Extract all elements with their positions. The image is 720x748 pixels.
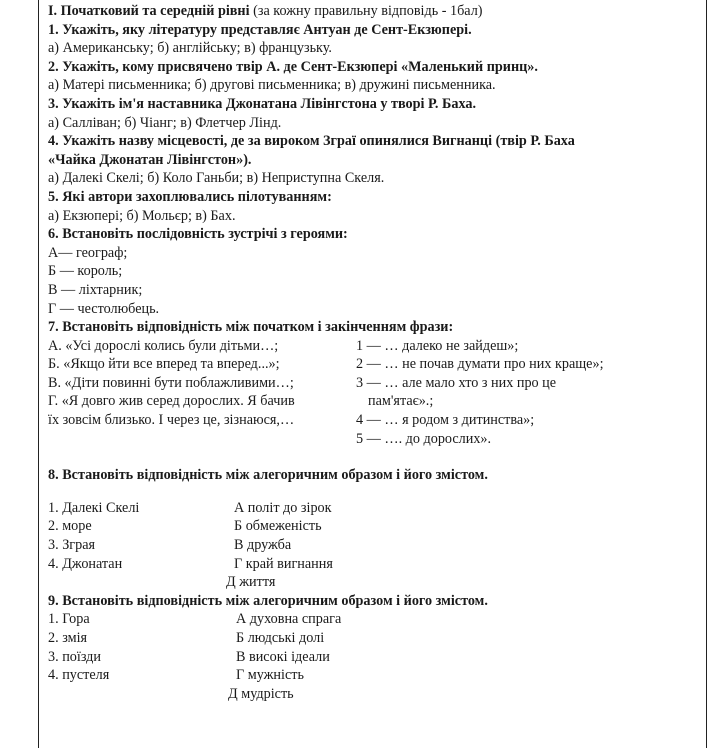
question-8-row <box>48 536 698 555</box>
question-7-row <box>48 392 698 411</box>
worksheet-content <box>48 2 698 703</box>
scoring-note: (за кожну правильну відповідь - 1бал) <box>253 3 483 19</box>
question-9-row <box>48 629 698 648</box>
meaning-item: В дружба <box>234 537 292 554</box>
question-7-row <box>48 337 698 356</box>
page-border-right <box>706 0 707 748</box>
question-2-options: а) Матері письменника; б) другові письменника; в) дружині письменника. <box>48 77 496 94</box>
question-6-item: Б — король; <box>48 263 123 280</box>
phrase-end: 5 — …. до дорослих». <box>356 430 492 447</box>
question-8-row <box>48 555 698 574</box>
image-item: 1. Гора <box>48 611 90 628</box>
image-item: 3. поїзди <box>48 648 101 665</box>
question-8-row <box>48 517 698 536</box>
meaning-item: А духовна спрага <box>236 611 342 628</box>
question-6: 6. Встановіть послідовність зустрічі з героями: <box>48 226 348 243</box>
question-7-row <box>48 374 698 393</box>
phrase-end: пам'ятає».; <box>368 393 434 410</box>
image-item: 2. море <box>48 518 92 535</box>
image-item: 1. Далекі Скелі <box>48 499 140 516</box>
question-8-row <box>48 499 698 518</box>
phrase-end: 1 — … далеко не зайдеш»; <box>356 337 519 354</box>
image-item: 4. пустеля <box>48 667 110 684</box>
phrase-start: Б. «Якщо йти все вперед та вперед...»; <box>48 356 280 373</box>
question-7-row <box>48 411 698 430</box>
question-3-options: а) Салліван; б) Чіанг; в) Флетчер Лінд. <box>48 114 282 131</box>
image-item: 3. Зграя <box>48 537 96 554</box>
level-title: I. Початковий та середній <box>48 3 215 19</box>
level-word: рівні <box>217 3 250 19</box>
meaning-item: Г край вигнання <box>234 555 333 572</box>
question-3: 3. Укажіть ім'я наставника Джонатана Лівінгстона у творі Р. Баха. <box>48 95 477 112</box>
image-item: 2. змія <box>48 630 88 646</box>
question-7: 7. Встановіть відповідність між початком і закінченням фрази: <box>48 319 454 336</box>
phrase-end: 4 — … я родом з дитинства»; <box>356 412 535 429</box>
question-1-options: а) Американську; б) англійську; в) французьку. <box>48 40 332 57</box>
meaning-item: Д мудрість <box>228 685 294 702</box>
phrase-start: В. «Діти повинні бути поблажливими…; <box>48 374 294 391</box>
question-8: 8. Встановіть відповідність між алегоричним образом і його змістом. <box>48 467 488 484</box>
meaning-item: В високі ідеали <box>236 648 330 665</box>
question-8-row <box>48 573 698 592</box>
question-9: 9. Встановіть відповідність між алегоричним образом і його змістом. <box>48 592 488 609</box>
question-5-options: а) Екзюпері; б) Мольєр; в) Бах. <box>48 207 236 224</box>
phrase-start: їх зовсім близько. І через це, зізнаюся,… <box>48 412 295 429</box>
phrase-start: А. «Усі дорослі колись були дітьми…; <box>48 337 279 354</box>
question-4-line-1: 4. Укажіть назву місцевості, де за вироком Зграї опинялися Вигнанці (твір Р. Баха <box>48 133 575 150</box>
meaning-item: Г мужність <box>236 667 304 684</box>
phrase-end: 2 — … не почав думати про них краще»; <box>356 356 604 373</box>
phrase-end: 3 — … але мало хто з них про це <box>356 374 557 391</box>
meaning-item: Д життя <box>226 574 276 591</box>
question-4-options: а) Далекі Скелі; б) Коло Ганьби; в) Неприступна Скеля. <box>48 170 385 187</box>
page-border-left <box>38 0 39 748</box>
question-7-row <box>48 355 698 374</box>
phrase-start: Г. «Я довго жив серед дорослих. Я бачив <box>48 393 295 410</box>
question-6-item: А— географ; <box>48 244 128 261</box>
image-item: 4. Джонатан <box>48 555 123 572</box>
question-7-row <box>48 430 698 449</box>
question-9-row <box>48 685 698 704</box>
meaning-item: Б людські долі <box>236 630 325 646</box>
question-6-item: Г — честолюбець. <box>48 300 160 317</box>
question-9-row <box>48 648 698 667</box>
question-4-line-2: «Чайка Джонатан Лівінгстон»). <box>48 151 252 168</box>
section-header <box>48 2 698 21</box>
meaning-item: А політ до зірок <box>234 499 332 516</box>
question-9-row <box>48 610 698 629</box>
question-9-row <box>48 666 698 685</box>
question-2: 2. Укажіть, кому присвячено твір А. де Сент-Екзюпері «Маленький принц». <box>48 58 538 75</box>
question-6-item: В — ліхтарник; <box>48 281 143 298</box>
question-1: 1. Укажіть, яку літературу представляє Антуан де Сент-Екзюпері. <box>48 21 472 38</box>
question-5: 5. Які автори захоплювались пілотуванням: <box>48 188 332 205</box>
meaning-item: Б обмеженість <box>234 518 322 535</box>
